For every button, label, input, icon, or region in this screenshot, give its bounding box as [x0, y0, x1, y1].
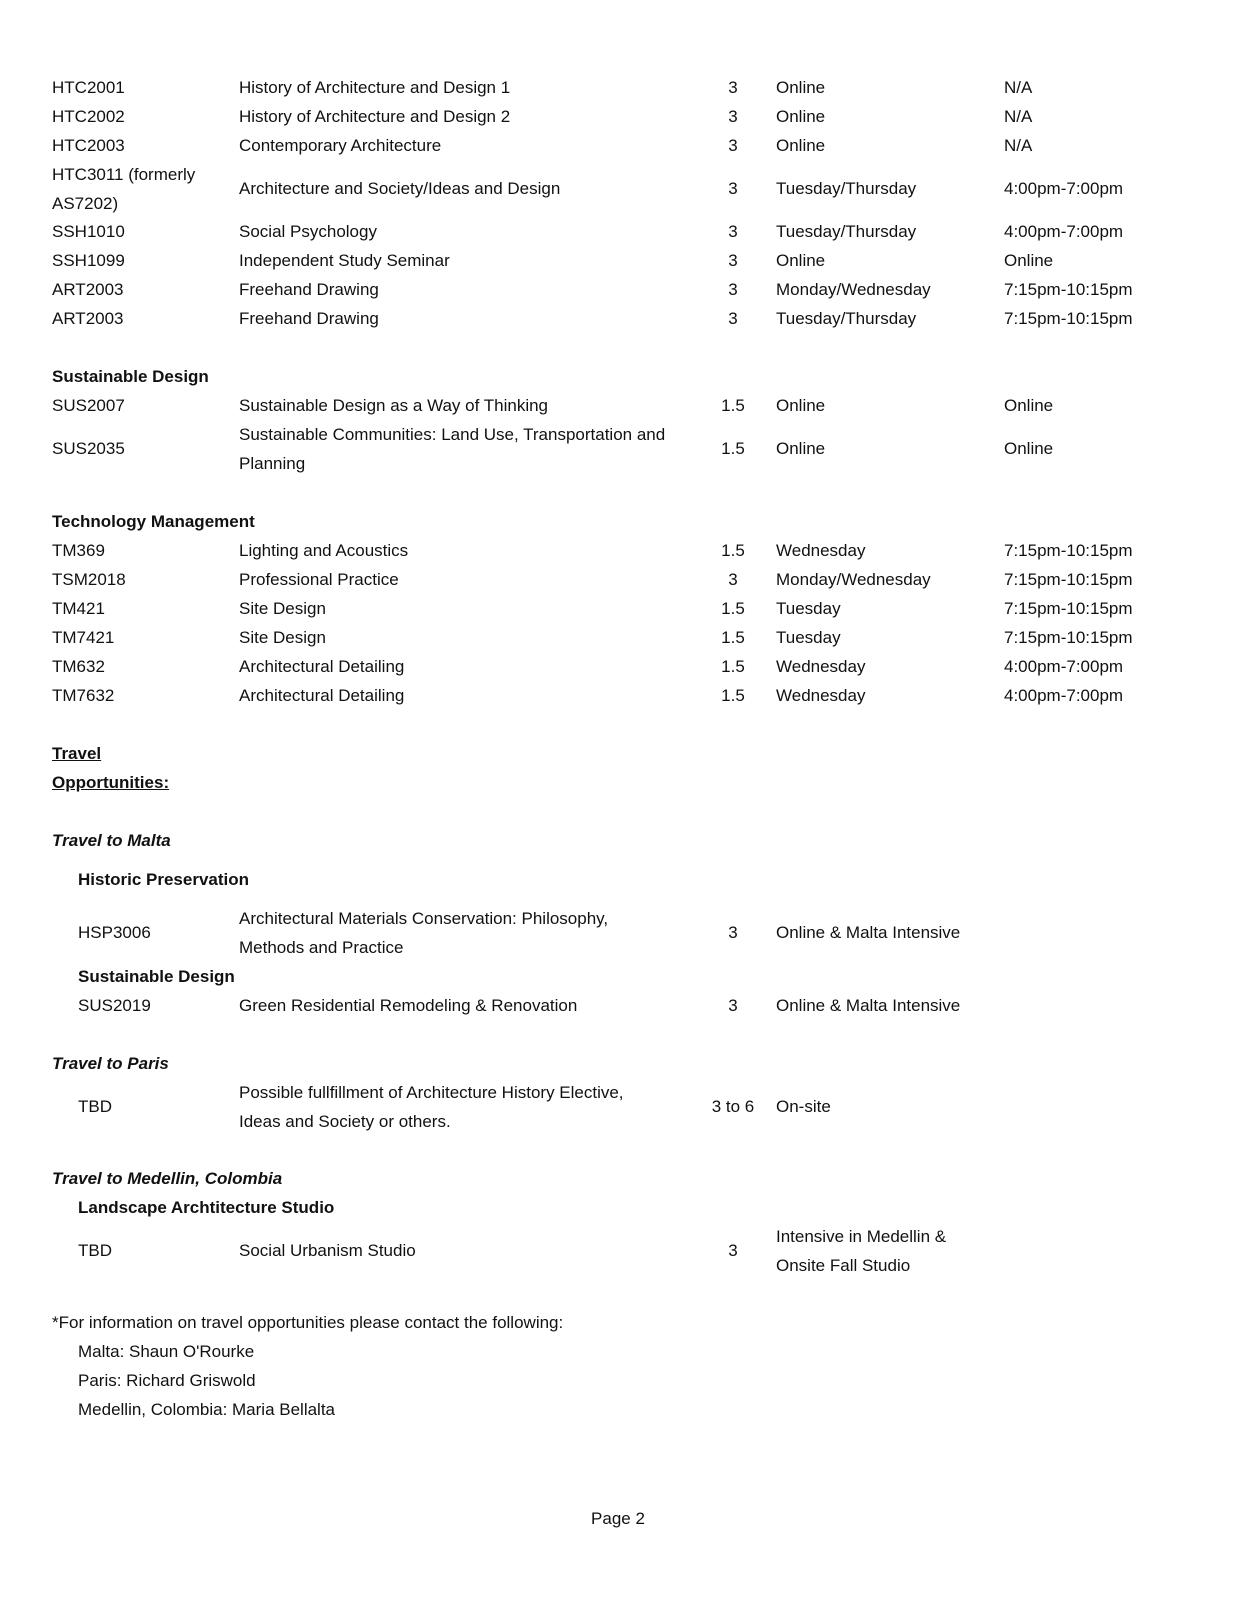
- course-time: 7:15pm-10:15pm: [1004, 570, 1133, 589]
- course-row: [0, 420, 1236, 478]
- course-title: Professional Practice: [239, 570, 399, 589]
- course-credits: 1.5: [721, 686, 745, 705]
- course-credits: 1.5: [721, 439, 745, 458]
- course-credits: 3: [728, 570, 738, 589]
- course-code: TBD: [78, 1241, 112, 1260]
- course-days: Online: [776, 136, 826, 155]
- course-title-line1: Sustainable Communities: Land Use, Transportation and: [239, 425, 666, 444]
- course-title: Architectural Detailing: [239, 686, 405, 705]
- section-heading-sustainable: Sustainable Design: [52, 367, 209, 386]
- course-code: TM369: [52, 541, 105, 560]
- subheading-historic-preservation: Historic Preservation: [78, 870, 250, 889]
- course-time: 7:15pm-10:15pm: [1004, 628, 1133, 647]
- course-time: Online: [1004, 251, 1054, 270]
- course-title: Social Psychology: [239, 222, 377, 241]
- course-title: Freehand Drawing: [239, 309, 379, 328]
- course-code: SSH1099: [52, 251, 125, 270]
- course-time: N/A: [1004, 136, 1033, 155]
- course-days: Online: [776, 107, 826, 126]
- course-credits: 1.5: [721, 541, 745, 560]
- course-credits: 1.5: [721, 657, 745, 676]
- travel-medellin-title: Travel to Medellin, Colombia: [52, 1169, 283, 1188]
- course-time: 7:15pm-10:15pm: [1004, 541, 1133, 560]
- course-time: 4:00pm-7:00pm: [1004, 657, 1124, 676]
- contact-medellin: Medellin, Colombia: Maria Bellalta: [78, 1400, 336, 1419]
- subheading-landscape-studio: Landscape Archtitecture Studio: [78, 1198, 335, 1217]
- course-row: [0, 1222, 1236, 1280]
- course-credits: 3: [728, 280, 738, 299]
- course-time: Online: [1004, 439, 1054, 458]
- travel-heading-line1: Travel: [52, 744, 102, 763]
- course-code: TM632: [52, 657, 105, 676]
- course-days: Tuesday/Thursday: [776, 179, 917, 198]
- course-time: 4:00pm-7:00pm: [1004, 179, 1124, 198]
- course-code: TM421: [52, 599, 105, 618]
- course-credits: 3: [728, 136, 738, 155]
- course-days: Tuesday: [776, 628, 841, 647]
- course-title: Sustainable Design as a Way of Thinking: [239, 396, 549, 415]
- course-credits: 1.5: [721, 628, 745, 647]
- contact-paris: Paris: Richard Griswold: [78, 1371, 256, 1390]
- course-credits: 3: [728, 222, 738, 241]
- contacts-intro: *For information on travel opportunities please contact the following:: [52, 1313, 564, 1332]
- course-days: Online: [776, 396, 826, 415]
- course-days: Wednesday: [776, 686, 866, 705]
- course-title: Green Residential Remodeling & Renovation: [239, 996, 578, 1015]
- course-code-line2: AS7202): [52, 194, 119, 213]
- course-title: History of Architecture and Design 1: [239, 78, 511, 97]
- course-row: [0, 160, 1236, 218]
- course-title: Site Design: [239, 599, 326, 618]
- course-code: ART2003: [52, 280, 124, 299]
- course-title: Lighting and Acoustics: [239, 541, 409, 560]
- course-credits: 3: [728, 923, 738, 942]
- course-title: Contemporary Architecture: [239, 136, 442, 155]
- course-code: HTC2001: [52, 78, 125, 97]
- course-time: 7:15pm-10:15pm: [1004, 309, 1133, 328]
- course-title-line2: Methods and Practice: [239, 938, 404, 957]
- course-title: History of Architecture and Design 2: [239, 107, 511, 126]
- course-days: Tuesday: [776, 599, 841, 618]
- course-credits: 3 to 6: [711, 1097, 755, 1116]
- travel-heading-line2: Opportunities:: [52, 773, 170, 792]
- course-days: Tuesday/Thursday: [776, 309, 917, 328]
- course-title-line2: Planning: [239, 454, 306, 473]
- course-credits: 3: [728, 309, 738, 328]
- course-time: 4:00pm-7:00pm: [1004, 222, 1124, 241]
- course-time: N/A: [1004, 107, 1033, 126]
- course-code: SUS2019: [78, 996, 151, 1015]
- page-number: Page 2: [591, 1509, 645, 1528]
- course-code: SUS2007: [52, 396, 125, 415]
- course-code: TSM2018: [52, 570, 126, 589]
- course-days: Online: [776, 251, 826, 270]
- course-credits: 1.5: [721, 599, 745, 618]
- course-credits: 3: [728, 78, 738, 97]
- course-days: Online: [776, 78, 826, 97]
- course-credits: 3: [728, 1241, 738, 1260]
- course-time: 7:15pm-10:15pm: [1004, 599, 1133, 618]
- course-code: TBD: [78, 1097, 112, 1116]
- course-code: SSH1010: [52, 222, 125, 241]
- course-credits: 1.5: [721, 396, 745, 415]
- course-code: HTC2003: [52, 136, 125, 155]
- course-code: HSP3006: [78, 923, 151, 942]
- course-days: Tuesday/Thursday: [776, 222, 917, 241]
- course-time: 7:15pm-10:15pm: [1004, 280, 1133, 299]
- course-days: Online: [776, 439, 826, 458]
- course-title-line2: Ideas and Society or others.: [239, 1112, 451, 1131]
- course-title: Social Urbanism Studio: [239, 1241, 416, 1260]
- course-days: Online & Malta Intensive: [776, 923, 961, 942]
- course-title: Architecture and Society/Ideas and Design: [239, 179, 561, 198]
- course-days: Wednesday: [776, 541, 866, 560]
- course-title-line1: Architectural Materials Conservation: Philosophy,: [239, 909, 609, 928]
- course-time: 4:00pm-7:00pm: [1004, 686, 1124, 705]
- course-code: TM7632: [52, 686, 115, 705]
- course-title: Site Design: [239, 628, 326, 647]
- course-credits: 3: [728, 107, 738, 126]
- course-days-line2: Onsite Fall Studio: [776, 1256, 911, 1275]
- course-code: TM7421: [52, 628, 115, 647]
- course-title: Architectural Detailing: [239, 657, 405, 676]
- course-days-line1: Intensive in Medellin &: [776, 1227, 947, 1246]
- course-days: Wednesday: [776, 657, 866, 676]
- course-code: SUS2035: [52, 439, 125, 458]
- course-code: ART2003: [52, 309, 124, 328]
- subheading-sustainable-design: Sustainable Design: [78, 967, 235, 986]
- course-row: [0, 904, 1236, 962]
- course-time: Online: [1004, 396, 1054, 415]
- travel-malta-title: Travel to Malta: [52, 831, 171, 850]
- course-title-line1: Possible fullfillment of Architecture History Elective,: [239, 1083, 624, 1102]
- section-heading-technology: Technology Management: [52, 512, 255, 531]
- course-days: Monday/Wednesday: [776, 280, 931, 299]
- travel-paris-title: Travel to Paris: [52, 1054, 169, 1073]
- course-row: [0, 1078, 1236, 1136]
- course-credits: 3: [728, 179, 738, 198]
- course-days: Online & Malta Intensive: [776, 996, 961, 1015]
- course-credits: 3: [728, 996, 738, 1015]
- course-title: Freehand Drawing: [239, 280, 379, 299]
- contact-malta: Malta: Shaun O'Rourke: [78, 1342, 255, 1361]
- course-code-line1: HTC3011 (formerly: [52, 165, 196, 184]
- course-title: Independent Study Seminar: [239, 251, 450, 270]
- course-credits: 3: [728, 251, 738, 270]
- course-days: Monday/Wednesday: [776, 570, 931, 589]
- course-time: N/A: [1004, 78, 1033, 97]
- course-days: On-site: [776, 1097, 831, 1116]
- course-code: HTC2002: [52, 107, 125, 126]
